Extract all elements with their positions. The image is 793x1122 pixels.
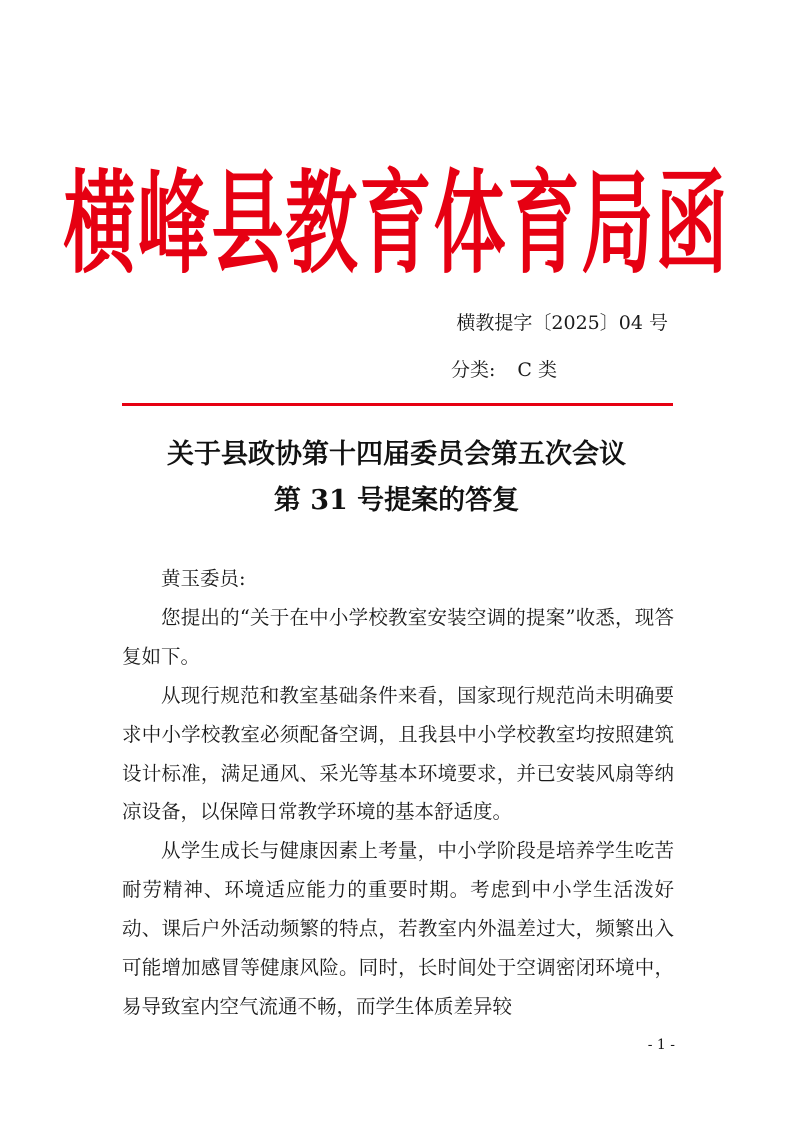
page-number: - 1 -: [647, 1037, 675, 1053]
document-title-line-1: 关于县政协第十四届委员会第五次会议: [167, 439, 626, 470]
agency-masthead-title: 横峰县教育体育局函: [63, 158, 730, 289]
classification-label: 分类:: [451, 359, 496, 381]
salutation: 黄玉委员:: [161, 567, 246, 590]
document-body: [122, 560, 674, 1027]
body-paragraph: 您提出的“关于在中小学校教室安装空调的提案”收悉，现答复如下。: [122, 605, 674, 668]
body-paragraph: 从现行规范和教室基础条件来看，国家现行规范尚未明确要求中小学校教室必须配备空调，且我县中小学校教室均按照建筑设计标准，满足通风、采光等基本环境要求，并已安装风扇等纳凉设备，以保障日常教学环境的基本舒适度。: [122, 683, 674, 824]
classification-value: C 类: [517, 359, 557, 381]
document-number: 横教提字〔2025〕04 号: [456, 312, 668, 334]
red-divider-rule: [122, 403, 673, 406]
body-paragraph: 从学生成长与健康因素上考量，中小学阶段是培养学生吃苦耐劳精神、环境适应能力的重要时期。考虑到中小学生活泼好动、课后户外活动频繁的特点，若教室内外温差过大，频繁出入可能增加感冒等健康风险。同时，长时间处于空调密闭环境中，易导致室内空气流通不畅，而学生体质差异较: [122, 839, 674, 1018]
document-title-line-2: 第 31 号提案的答复: [273, 485, 520, 516]
document-classification: [451, 356, 557, 384]
